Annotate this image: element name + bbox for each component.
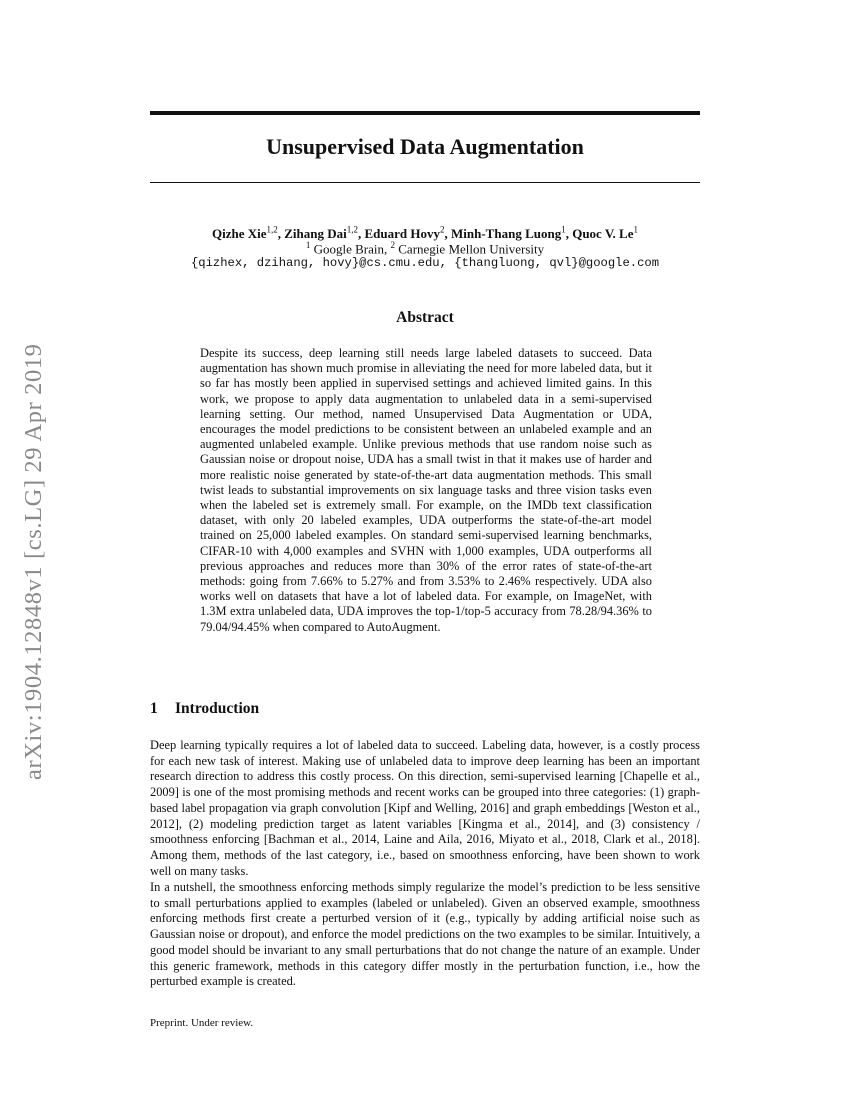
section-number: 1 bbox=[150, 700, 158, 717]
affiliation-marker: 2 bbox=[390, 240, 396, 250]
author: Minh-Thang Luong$^1$, bbox=[451, 225, 573, 242]
title-rule-bottom bbox=[150, 182, 700, 183]
footer-note: Preprint. Under review. bbox=[150, 1017, 254, 1029]
arxiv-stamp-text: arXiv:1904.12848v1 [cs.LG] 29 Apr 2019 bbox=[20, 343, 47, 780]
intro-paragraph-2: In a nutshell, the smoothness enforcing methods simply regularize the model’s prediction to be less sensitive to small perturbations applied to examples (labeled or unlabeled). Given an observed example, smoothness enforcing methods first create a perturbed version of it (e.g., typically by adding artificial noise such as Gaussian noise or dropout), and enforce the model predictions on the two examples to be similar. Intuitively, a good model should be invariant to any small perturbations that do not change the nature of an example. Under this generic framework, methods in this category differ mostly in the perturbation function, i.e., how the perturbed example is created. bbox=[150, 880, 700, 989]
author: Quoc V. Le$^1$ bbox=[572, 225, 638, 242]
author-emails: {qizhex, dzihang, hovy}@cs.cmu.edu, {thangluong, qvl}@google.com bbox=[190, 256, 660, 270]
author: Qizhe Xie$^{1,2}$, bbox=[212, 225, 285, 242]
section-title: Introduction bbox=[175, 700, 260, 717]
paper-title: Unsupervised Data Augmentation bbox=[266, 134, 584, 159]
section-heading bbox=[150, 700, 259, 718]
affiliation: Carnegie Mellon University bbox=[395, 241, 545, 257]
author: Eduard Hovy$^2$, bbox=[364, 225, 452, 242]
abstract-heading: Abstract bbox=[396, 309, 454, 326]
abstract-text: Despite its success, deep learning still needs large labeled datasets to succeed. Data augmentation has shown much promise in alleviating the need for more labeled data, but it so far has mostly been applied in supervised settings and achieved limited gains. In this work, we propose to apply data augmentation to unlabeled data in a semi-supervised learning setting. Our method, named Unsupervised Data Augmentation or UDA, encourages the model predictions to be consistent between an unlabeled example and an augmented unlabeled example. Unlike previous methods that use random noise such as Gaussian noise or dropout noise, UDA has a small twist in that it makes use of harder and more realistic noise generated by state-of-the-art data augmentation methods. This small twist leads to substantial improvements on six language tasks and three vision tasks even when the labeled set is extremely small. For example, on the IMDb text classification dataset, with only 20 labeled examples, UDA outperforms the state-of-the-art model trained on 25,000 labeled examples. On standard semi-supervised learning benchmarks, CIFAR-10 with 4,000 examples and SVHN with 1,000 examples, UDA outperforms all previous approaches and reduces more than 30% of the error rates of state-of-the-art methods: going from 7.66% to 5.27% and from 3.53% to 2.46% respectively. UDA also works well on datasets that have a lot of labeled data. For example, on ImageNet, with 1.3M extra unlabeled data, UDA improves the top-1/top-5 accuracy from 78.28/94.36% to 79.04/94.45% when compared to AutoAugment. bbox=[200, 346, 652, 634]
intro-paragraph-1: Deep learning typically requires a lot of labeled data to succeed. Labeling data, however, is a costly process for each new task of interest. Making use of unlabeled data to improve deep learning has been an important research direction to address this costly process. On this direction, semi-supervised learning [Chapelle et al., 2009] is one of the most promising methods and recent works can be grouped into three categories: (1) graph-based label propagation via graph convolution [Kipf and Welling, 2016] and graph embeddings [Weston et al., 2012], (2) modeling prediction target as latent variables [Kingma et al., 2014], and (3) consistency / smoothness enforcing [Bachman et al., 2014, Laine and Aila, 2016, Miyato et al., 2018, Clark et al., 2018]. Among them, methods of the last category, i.e., based on smoothness enforcing, have been shown to work well on many tasks. bbox=[150, 738, 700, 878]
affiliation: Google Brain, bbox=[310, 241, 391, 257]
title-rule-top bbox=[150, 111, 700, 115]
affiliation-marker: 1 bbox=[305, 240, 311, 250]
author: Zihang Dai$^{1,2}$, bbox=[284, 225, 365, 242]
arxiv-stamp bbox=[0, 0, 47, 780]
